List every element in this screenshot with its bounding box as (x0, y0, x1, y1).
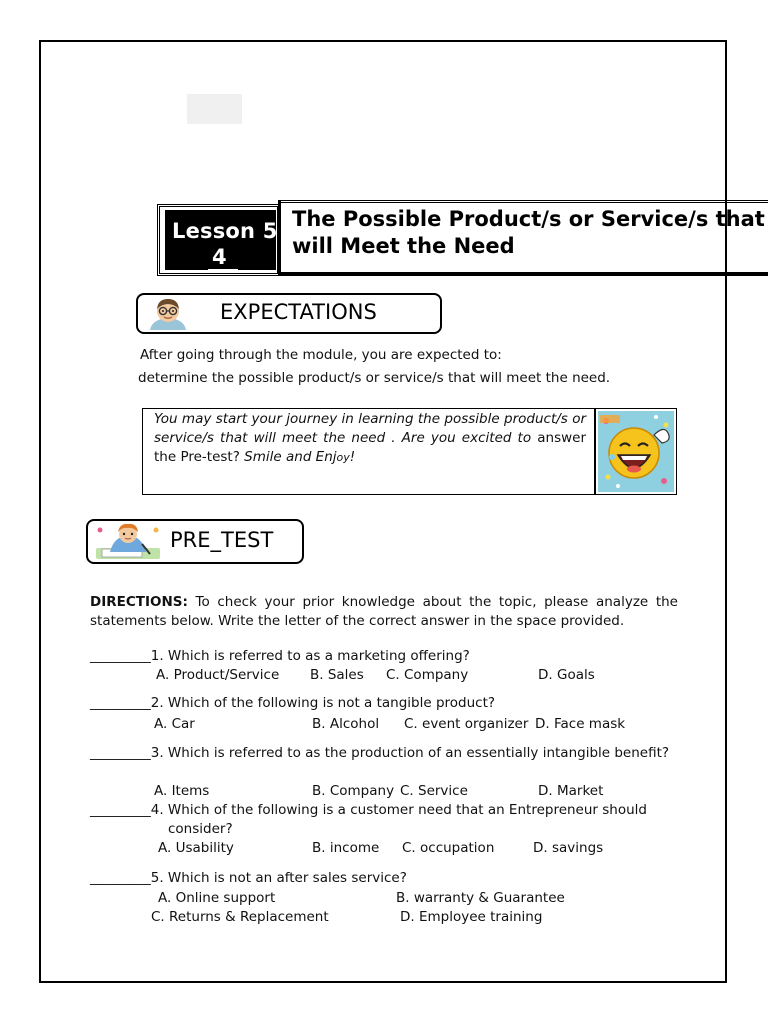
lesson-label: Lesson 5 (172, 219, 278, 243)
q3-option-d: D. Market (538, 783, 604, 799)
question-4 (90, 801, 678, 839)
q3-option-b: B. Company (312, 783, 395, 799)
title-top-rule (280, 200, 768, 203)
q1-option-c: C. Company (386, 667, 469, 683)
q3-option-c: C. Service (400, 783, 468, 799)
lesson-number: 4 (212, 245, 227, 269)
student-writing-icon (92, 522, 164, 560)
q5-option-c: C. Returns & Replacement (151, 909, 329, 925)
motivation-text-part: the Pre-test? (154, 449, 245, 465)
expectations-objective: determine the possible product/s or service/s that will meet the need. (138, 370, 611, 386)
expectations-heading: EXPECTATIONS (220, 300, 377, 324)
q1-option-a: A. Product/Service (156, 667, 280, 683)
question-5: _________5. Which is not an after sales service? (90, 870, 407, 886)
lesson-number-underline (208, 269, 238, 270)
motivation-text-part: ! (349, 449, 356, 465)
pretest-heading: PRE_TEST (170, 528, 274, 552)
q5-option-d: D. Employee training (400, 909, 543, 925)
title-bottom-rule (280, 272, 768, 276)
q4-option-d: D. savings (533, 840, 604, 856)
question-2: _________2. Which of the following is not a tangible product? (90, 695, 496, 711)
q5-option-a: A. Online support (158, 890, 276, 906)
directions-text (90, 593, 678, 631)
q4-option-b: B. income (312, 840, 380, 856)
laughing-smiley-icon (598, 411, 674, 492)
directions-body: To check your prior knowledge about the topic, please analyze the statements below. Write the letter of the correct answer in the space provided. (90, 594, 678, 629)
q4-option-a: A. Usability (158, 840, 234, 856)
motivation-text-part: oy (336, 451, 350, 464)
q2-option-d: D. Face mask (535, 716, 626, 732)
placeholder-box (187, 94, 242, 124)
directions-label: DIRECTIONS: (90, 594, 188, 610)
motivation-text-part: Smile and Enj (244, 449, 337, 465)
q2-option-a: A. Car (154, 716, 195, 732)
page-frame (39, 40, 727, 983)
motivation-text (154, 410, 586, 467)
q2-option-c: C. event organizer (404, 716, 529, 732)
title-left-rule (278, 200, 281, 276)
q4-option-c: C. occupation (402, 840, 495, 856)
q5-option-b: B. warranty & Guarantee (396, 890, 565, 906)
student-with-glasses-icon (146, 297, 190, 330)
question-4-stem: _________4. Which of the following is a customer need that an Entrepreneur should consider? (90, 802, 647, 837)
question-3: _________3. Which is referred to as the production of an essentially intangible benefit? (90, 745, 670, 761)
motivation-text-part: You may start your journey in learning the possible product/s or service/s that will meet the need . Are you excited to (154, 411, 586, 446)
q1-option-d: D. Goals (538, 667, 595, 683)
q2-option-b: B. Alcohol (312, 716, 380, 732)
q3-option-a: A. Items (154, 783, 210, 799)
expectations-intro: After going through the module, you are expected to: (140, 347, 502, 363)
lesson-title: The Possible Product/s or Service/s that will Meet the Need (292, 207, 765, 258)
question-1: _________1. Which is referred to as a marketing offering? (90, 648, 470, 664)
motivation-text-part: answer (537, 430, 586, 446)
q1-option-b: B. Sales (310, 667, 364, 683)
